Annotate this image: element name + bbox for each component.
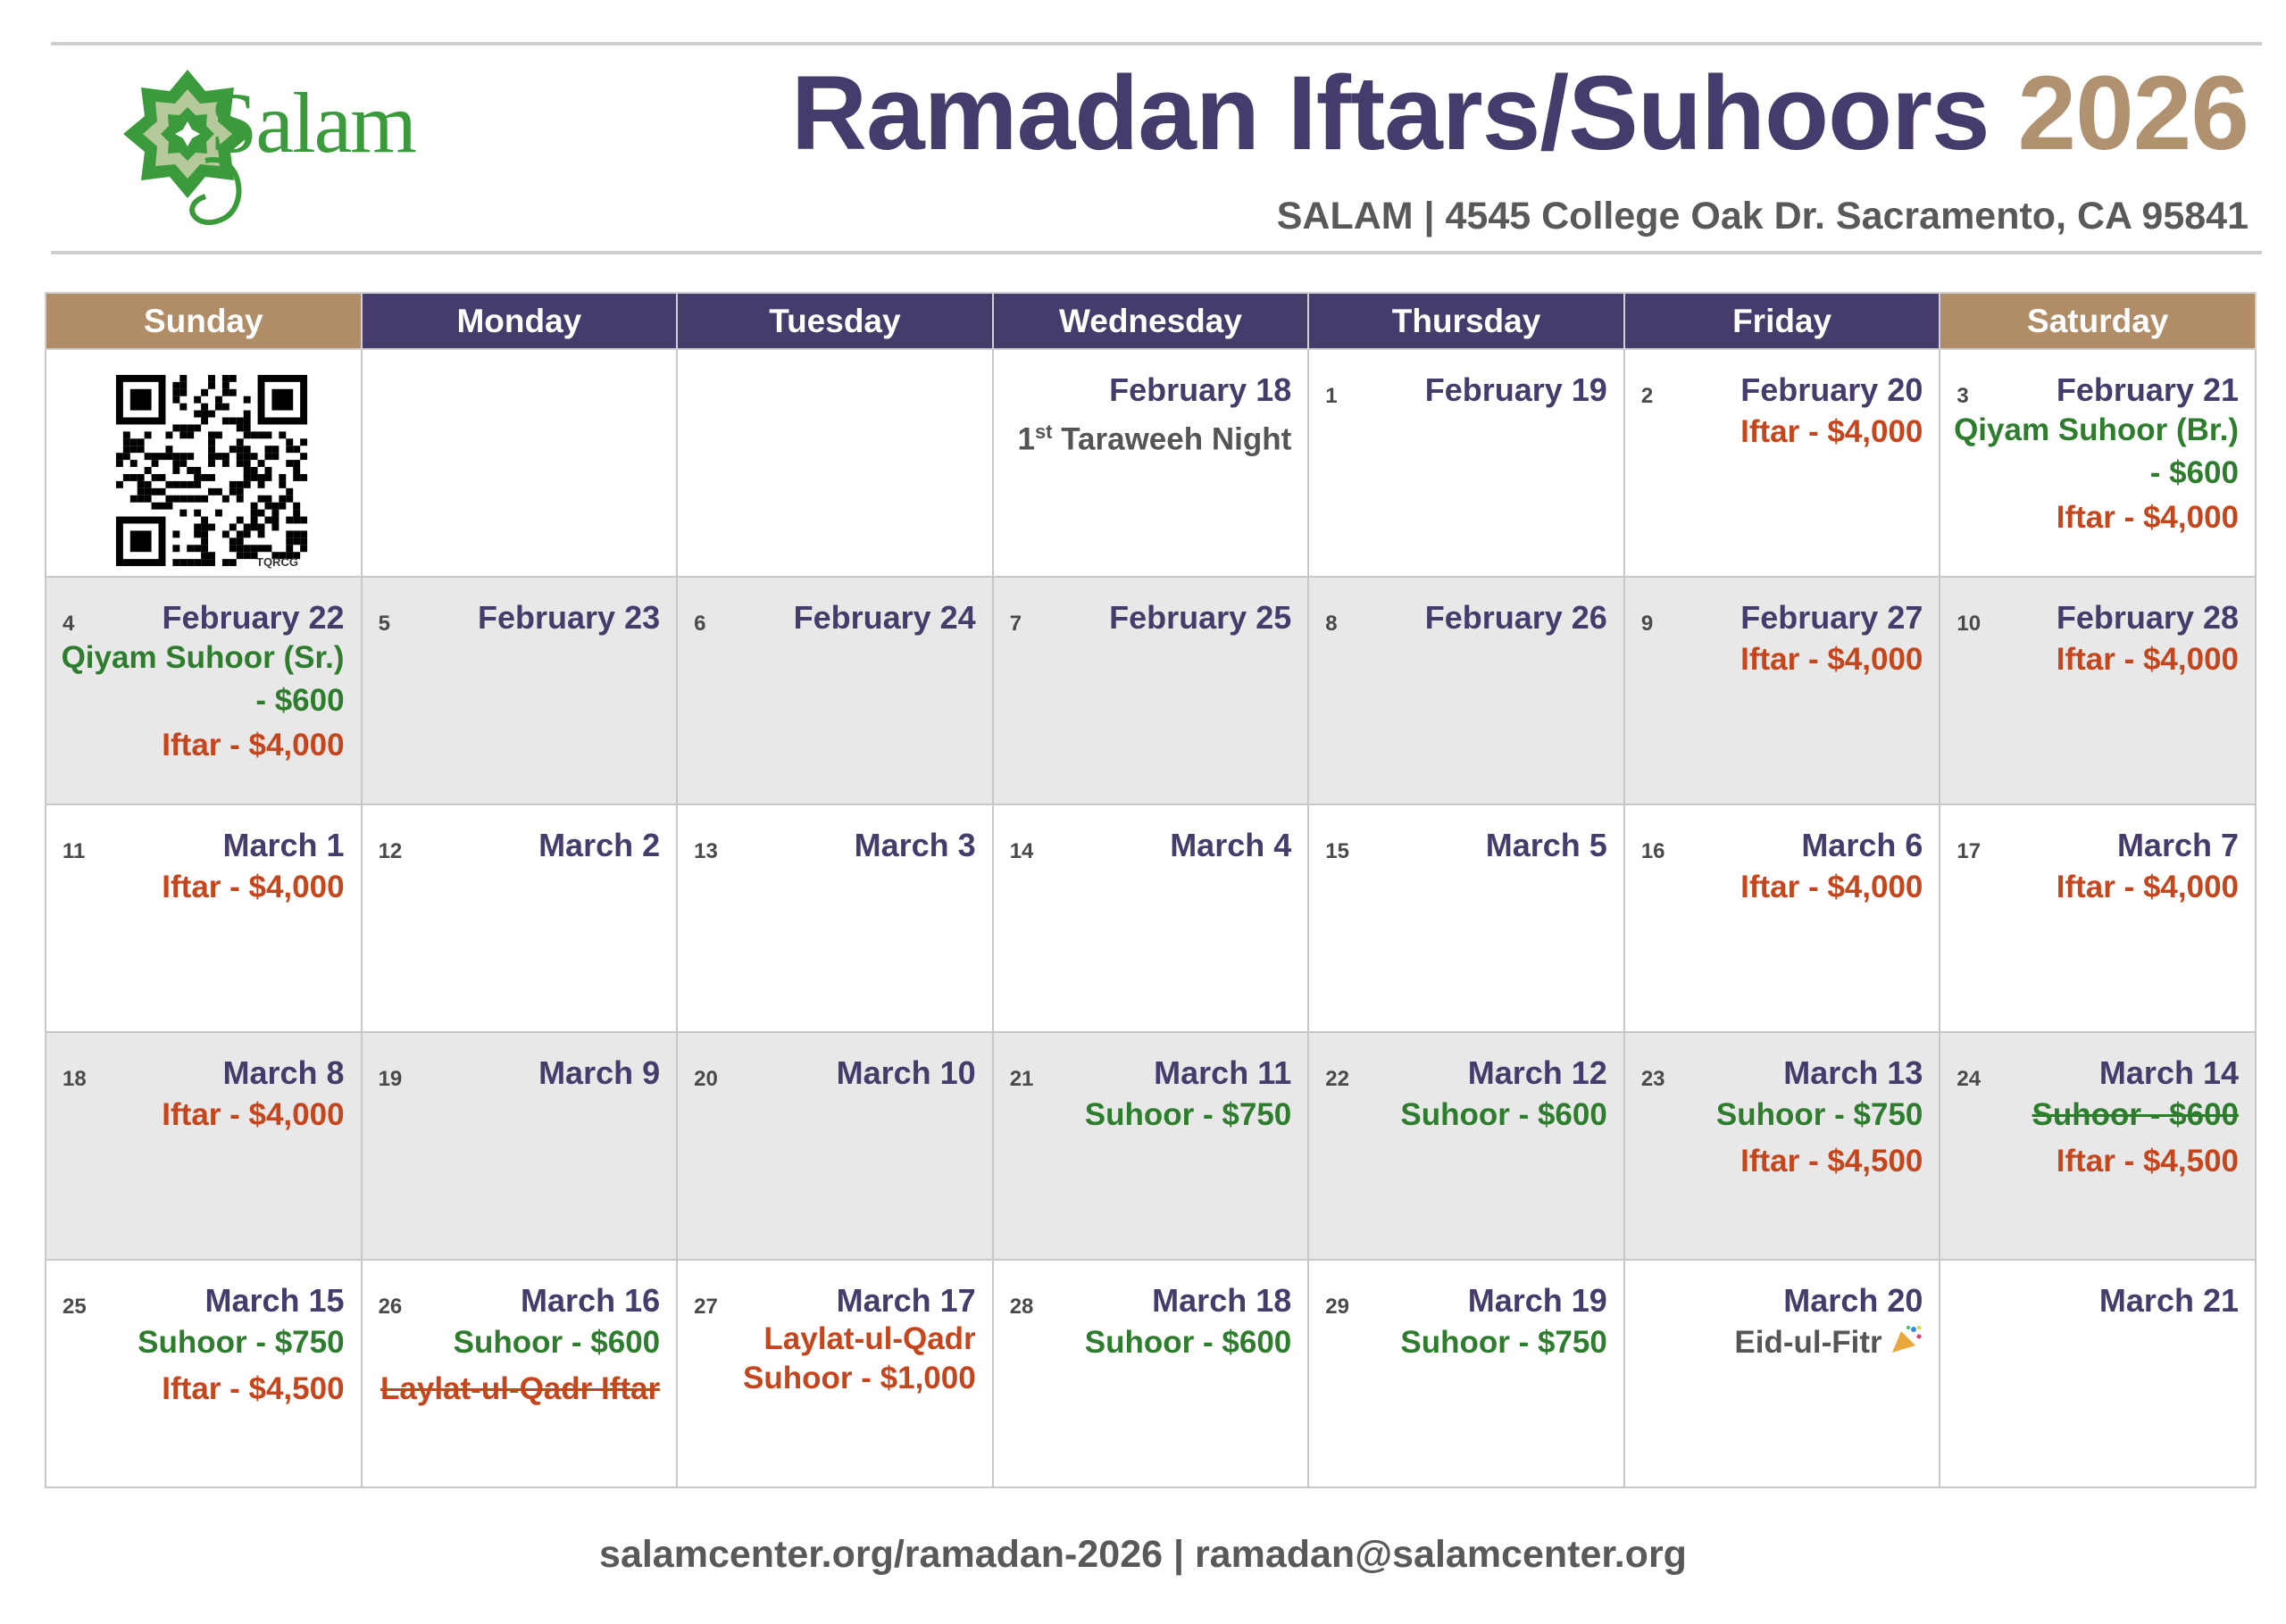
- calendar-day-cell: [993, 349, 1309, 577]
- iftar-sponsorship: Iftar - $4,000: [2056, 642, 2239, 677]
- ramadan-day-number: 26: [378, 1295, 403, 1319]
- gregorian-date: February 19: [1424, 371, 1607, 408]
- calendar-day-cell: [362, 1260, 678, 1487]
- title-year: 2026: [2017, 54, 2248, 172]
- gregorian-date: February 28: [2056, 599, 2239, 636]
- party-popper-icon: [1890, 1324, 1923, 1354]
- iftar-sponsorship: Iftar - $4,500: [1740, 1144, 1923, 1178]
- calendar-day-cell: [1308, 1032, 1624, 1260]
- cell-content: [363, 1033, 677, 1092]
- gregorian-date: February 24: [793, 599, 976, 636]
- cell-content: [1940, 1033, 2255, 1185]
- ramadan-day-number: 21: [1009, 1067, 1034, 1091]
- header-thursday: Thursday: [1308, 293, 1624, 349]
- gregorian-date: February 22: [162, 599, 345, 636]
- gregorian-date: March 4: [1170, 827, 1292, 863]
- cell-content: [1625, 578, 1940, 683]
- cell-content: [994, 805, 1308, 864]
- gregorian-date: March 14: [2098, 1054, 2239, 1091]
- address-subtitle: SALAM | 4545 College Oak Dr. Sacramento, CA 95841: [1276, 195, 2248, 237]
- ramadan-day-number: 19: [378, 1067, 403, 1091]
- gregorian-date: March 21: [2098, 1282, 2239, 1319]
- cell-content: [1625, 1261, 1940, 1366]
- gregorian-date: March 17: [836, 1282, 976, 1319]
- ramadan-calendar: [45, 292, 2257, 1488]
- cell-content: [678, 1261, 992, 1398]
- cell-content: [678, 578, 992, 637]
- ramadan-day-number: 11: [63, 839, 86, 863]
- calendar-day-cell: [1624, 349, 1940, 577]
- cell-content: [1309, 350, 1623, 409]
- calendar-day-cell: [677, 577, 993, 804]
- calendar-day-cell: [677, 1032, 993, 1260]
- ramadan-day-number: 28: [1009, 1295, 1034, 1319]
- note-text: Taraweeh Night: [1061, 421, 1292, 457]
- calendar-day-cell: [46, 804, 362, 1032]
- cell-content: [1309, 1033, 1623, 1138]
- gregorian-date: March 10: [836, 1054, 976, 1091]
- suhoor-sponsorship: Suhoor - $750: [1400, 1325, 1607, 1360]
- calendar-day-cell: [1308, 804, 1624, 1032]
- suhoor-sponsorship: Suhoor - $600: [2032, 1097, 2239, 1132]
- gregorian-date: March 7: [2116, 827, 2239, 863]
- calendar-day-cell: [1308, 349, 1624, 577]
- calendar-day-cell: [1940, 349, 2256, 577]
- ramadan-day-number: 22: [1325, 1067, 1349, 1091]
- suhoor-sponsorship: Suhoor - $600: [1400, 1097, 1607, 1132]
- ramadan-day-number: 10: [1956, 612, 1981, 636]
- ramadan-day-number: 16: [1640, 839, 1665, 863]
- calendar-day-cell: [1308, 1260, 1624, 1487]
- gregorian-date: February 20: [1740, 371, 1923, 408]
- ramadan-day-number: 27: [694, 1295, 718, 1319]
- laylat-ul-qadr-label: Laylat-ul-Qadr: [763, 1321, 976, 1356]
- suhoor-sponsorship: Suhoor - $750: [1715, 1097, 1923, 1132]
- page-title: [790, 54, 2248, 172]
- cell-content: [994, 578, 1308, 637]
- calendar-day-cell: [46, 1260, 362, 1487]
- salam-logo: [98, 62, 420, 241]
- header-monday: Monday: [362, 293, 678, 349]
- gregorian-date: February 25: [1109, 599, 1292, 636]
- calendar-day-cell: [1624, 1032, 1940, 1260]
- gregorian-date: February 26: [1424, 599, 1607, 636]
- calendar-week-row: [46, 804, 2256, 1032]
- ramadan-day-number: 23: [1640, 1067, 1665, 1091]
- iftar-sponsorship: Iftar - $4,000: [162, 728, 345, 762]
- cell-content: [678, 350, 992, 371]
- note-ordinal: 1: [1017, 421, 1035, 457]
- gregorian-date: March 3: [854, 827, 976, 863]
- cell-content: [994, 350, 1308, 463]
- calendar-day-cell: [1940, 1032, 2256, 1260]
- header-rule: [51, 251, 2262, 254]
- gregorian-date: March 12: [1467, 1054, 1607, 1091]
- calendar-day-cell: [1940, 1260, 2256, 1487]
- cell-content: [1309, 578, 1623, 637]
- ramadan-day-number: 14: [1009, 839, 1034, 863]
- gregorian-date: March 20: [1783, 1282, 1923, 1319]
- ramadan-day-number: 12: [378, 839, 403, 863]
- gregorian-date: March 11: [1154, 1054, 1292, 1091]
- calendar-day-cell: [1308, 577, 1624, 804]
- top-rule: [51, 42, 2262, 46]
- gregorian-date: February 21: [2056, 371, 2239, 408]
- cell-content: [363, 1261, 677, 1412]
- ramadan-day-number: 24: [1956, 1067, 1981, 1091]
- cell-content: [363, 805, 677, 864]
- header-sunday: Sunday: [46, 293, 362, 349]
- iftar-sponsorship: Iftar - $4,000: [1740, 870, 1923, 904]
- calendar-day-cell: [1624, 1260, 1940, 1487]
- gregorian-date: March 8: [222, 1054, 345, 1091]
- header-saturday: Saturday: [1940, 293, 2256, 349]
- cell-content: [1940, 1261, 2255, 1320]
- calendar-day-cell: [993, 804, 1309, 1032]
- day-header-row: [46, 293, 2256, 349]
- calendar-week-row: [46, 577, 2256, 804]
- suhoor-sponsorship: Suhoor - $750: [1084, 1097, 1292, 1132]
- gregorian-date: March 1: [222, 827, 345, 863]
- ramadan-day-number: 18: [63, 1067, 87, 1091]
- ramadan-day-number: 15: [1325, 839, 1349, 863]
- calendar-day-cell: [1940, 577, 2256, 804]
- suhoor-sponsorship: Qiyam Suhoor (Sr.) - $600: [61, 640, 345, 718]
- gregorian-date: March 13: [1783, 1054, 1923, 1091]
- iftar-sponsorship: Iftar - $4,500: [2056, 1144, 2239, 1178]
- cell-content: [1625, 350, 1940, 455]
- calendar-day-cell: [1624, 804, 1940, 1032]
- cell-content: [363, 350, 677, 371]
- note-text: Eid-ul-Fitr: [1734, 1325, 1882, 1360]
- cell-content: [678, 805, 992, 864]
- cell-content: [46, 1033, 361, 1138]
- gregorian-date: February 23: [478, 599, 661, 636]
- cell-content: [1940, 805, 2255, 911]
- ramadan-day-number: 2: [1640, 384, 1654, 408]
- ramadan-day-number: 4: [63, 612, 75, 636]
- taraweeh-note: [1003, 409, 1292, 463]
- calendar-day-cell: [993, 1260, 1309, 1487]
- gregorian-date: March 15: [204, 1282, 345, 1319]
- calendar-day-cell: [1940, 804, 2256, 1032]
- laylat-ul-qadr-suhoor: Suhoor - $1,000: [743, 1361, 976, 1395]
- ramadan-day-number: 9: [1640, 612, 1654, 636]
- logo-wordmark: Salam: [210, 75, 415, 171]
- calendar-day-cell: [362, 349, 678, 577]
- gregorian-date: March 5: [1485, 827, 1607, 863]
- gregorian-date: March 18: [1152, 1282, 1292, 1319]
- iftar-sponsorship: Iftar - $4,000: [1740, 642, 1923, 677]
- calendar-day-cell: [46, 349, 362, 577]
- calendar-day-cell: [677, 1260, 993, 1487]
- iftar-sponsorship: Laylat-ul-Qadr Iftar: [380, 1371, 661, 1406]
- ramadan-day-number: 1: [1325, 384, 1338, 408]
- cell-content: [1625, 805, 1940, 911]
- calendar-day-cell: [993, 577, 1309, 804]
- footer-contact: salamcenter.org/ramadan-2026 | ramadan@salamcenter.org: [599, 1533, 1687, 1576]
- cell-content: [994, 1261, 1308, 1366]
- calendar-day-cell: [993, 1032, 1309, 1260]
- calendar-day-cell: [46, 1032, 362, 1260]
- cell-content: [46, 1261, 361, 1412]
- cell-content: [1309, 805, 1623, 864]
- cell-content: [363, 578, 677, 637]
- qr-caption: TQRCG: [256, 555, 298, 569]
- header-tuesday: Tuesday: [677, 293, 993, 349]
- eid-note: [1634, 1320, 1923, 1366]
- title-main: Ramadan Iftars/Suhoors: [790, 54, 1990, 172]
- cell-content: [1940, 350, 2255, 541]
- gregorian-date: February 18: [1109, 371, 1292, 408]
- calendar-day-cell: [677, 349, 993, 577]
- calendar-week-row: [46, 349, 2256, 577]
- suhoor-sponsorship: Suhoor - $600: [1084, 1325, 1292, 1360]
- suhoor-sponsorship: Qiyam Suhoor (Br.) - $600: [1954, 412, 2239, 490]
- calendar-day-cell: [362, 1032, 678, 1260]
- iftar-sponsorship: Iftar - $4,500: [162, 1371, 345, 1406]
- gregorian-date: March 16: [521, 1282, 661, 1319]
- ramadan-day-number: 7: [1009, 612, 1022, 636]
- gregorian-date: March 2: [538, 827, 661, 863]
- calendar-day-cell: [362, 804, 678, 1032]
- cell-content: [678, 1033, 992, 1092]
- cell-content: [46, 578, 361, 769]
- header-friday: Friday: [1624, 293, 1940, 349]
- iftar-sponsorship: Iftar - $4,000: [162, 1097, 345, 1132]
- gregorian-date: March 6: [1801, 827, 1923, 863]
- ramadan-day-number: 29: [1325, 1295, 1349, 1319]
- qr-code-icon[interactable]: [109, 368, 314, 573]
- ramadan-day-number: 20: [694, 1067, 718, 1091]
- ramadan-day-number: 13: [694, 839, 718, 863]
- calendar-day-cell: [46, 577, 362, 804]
- ramadan-day-number: 25: [63, 1295, 87, 1319]
- suhoor-sponsorship: Suhoor - $600: [453, 1325, 661, 1360]
- calendar-day-cell: [362, 577, 678, 804]
- calendar-day-cell: [1624, 577, 1940, 804]
- suhoor-sponsorship: Suhoor - $750: [138, 1325, 345, 1360]
- calendar-week-row: [46, 1260, 2256, 1487]
- iftar-sponsorship: Iftar - $4,000: [1740, 414, 1923, 449]
- cell-content: [1625, 1033, 1940, 1185]
- iftar-sponsorship: Iftar - $4,000: [162, 870, 345, 904]
- cell-content: [46, 805, 361, 911]
- note-ordinal-suffix: st: [1034, 421, 1053, 443]
- gregorian-date: March 9: [538, 1054, 661, 1091]
- ramadan-day-number: 8: [1325, 612, 1338, 636]
- ramadan-day-number: 6: [694, 612, 706, 636]
- cell-content: [1940, 578, 2255, 683]
- ramadan-day-number: 5: [378, 612, 390, 636]
- gregorian-date: February 27: [1740, 599, 1923, 636]
- iftar-sponsorship: Iftar - $4,000: [2056, 870, 2239, 904]
- calendar-week-row: [46, 1032, 2256, 1260]
- iftar-sponsorship: Iftar - $4,000: [2056, 500, 2239, 535]
- ramadan-day-number: 17: [1956, 839, 1981, 863]
- calendar-day-cell: [677, 804, 993, 1032]
- ramadan-day-number: 3: [1956, 384, 1969, 408]
- header-wednesday: Wednesday: [993, 293, 1309, 349]
- cell-content: [1309, 1261, 1623, 1366]
- cell-content: [994, 1033, 1308, 1138]
- gregorian-date: March 19: [1467, 1282, 1607, 1319]
